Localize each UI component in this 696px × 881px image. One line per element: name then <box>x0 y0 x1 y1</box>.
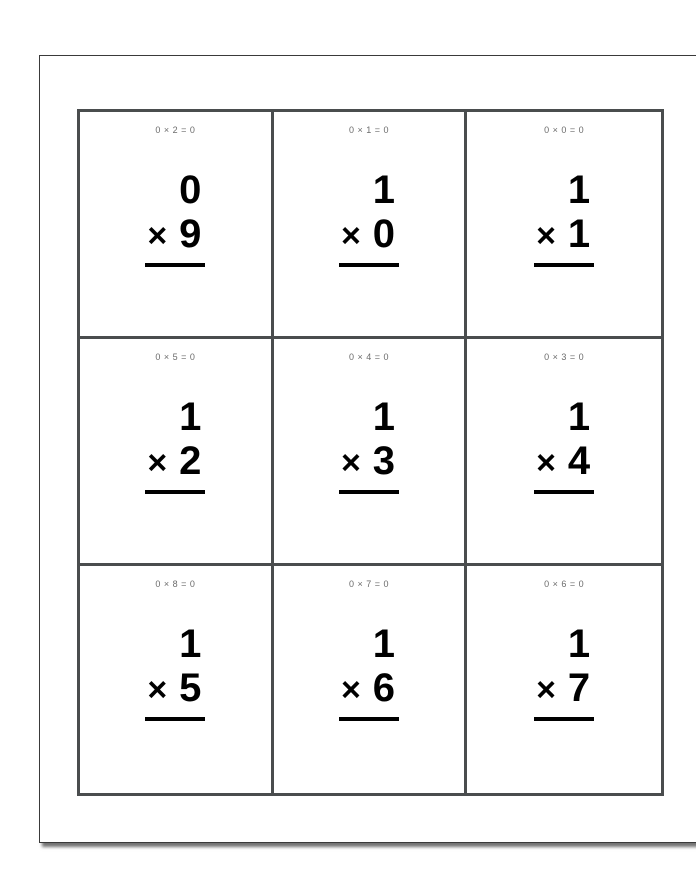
multiply-sign: × <box>340 444 361 482</box>
flashcard-answer: 0 × 2 = 0 <box>155 125 196 135</box>
flashcard <box>80 339 274 566</box>
flashcard-problem <box>145 168 205 267</box>
flashcard <box>467 339 661 566</box>
bottom-line <box>145 212 205 258</box>
flashcard-problem <box>145 622 205 721</box>
flashcard <box>80 566 274 793</box>
answer-line <box>145 717 205 721</box>
flashcard-problem <box>145 395 205 494</box>
answer-line <box>339 717 399 721</box>
bottom-line <box>145 439 205 485</box>
multiply-sign: × <box>147 444 168 482</box>
bottom-line <box>534 666 594 712</box>
multiply-sign: × <box>536 444 557 482</box>
multiply-sign: × <box>340 671 361 709</box>
bottom-number: 3 <box>372 439 395 483</box>
bottom-line <box>339 439 399 485</box>
top-number: 1 <box>567 395 591 439</box>
top-number: 0 <box>179 168 202 212</box>
flashcard <box>467 112 661 339</box>
flashcard-problem <box>339 622 399 721</box>
answer-line <box>534 490 594 494</box>
bottom-number: 4 <box>567 439 591 483</box>
flashcard-problem <box>339 168 399 267</box>
multiply-sign: × <box>536 217 557 255</box>
flashcard <box>467 566 661 793</box>
flashcard-answer: 0 × 1 = 0 <box>348 125 389 135</box>
flashcard-answer: 0 × 4 = 0 <box>348 352 389 362</box>
answer-line <box>145 263 205 267</box>
answer-line <box>145 490 205 494</box>
top-number: 1 <box>567 168 591 212</box>
flashcard-answer: 0 × 0 = 0 <box>544 125 585 135</box>
bottom-line <box>145 666 205 712</box>
flashcard-answer: 0 × 5 = 0 <box>155 352 196 362</box>
top-number: 1 <box>372 395 395 439</box>
multiply-sign: × <box>340 217 361 255</box>
multiply-sign: × <box>147 217 168 255</box>
bottom-line <box>339 212 399 258</box>
top-number: 1 <box>567 622 591 666</box>
flashcard-problem <box>534 395 594 494</box>
multiply-sign: × <box>536 671 557 709</box>
answer-line <box>534 263 594 267</box>
flashcard <box>274 112 468 339</box>
multiply-sign: × <box>147 671 168 709</box>
bottom-line <box>339 666 399 712</box>
bottom-number: 2 <box>179 439 202 483</box>
flashcard-problem <box>534 622 594 721</box>
flashcard <box>274 339 468 566</box>
bottom-number: 7 <box>567 666 591 710</box>
flashcard-answer: 0 × 8 = 0 <box>155 579 196 589</box>
bottom-number: 1 <box>567 212 591 256</box>
top-number: 1 <box>179 395 202 439</box>
flashcard-answer: 0 × 7 = 0 <box>348 579 389 589</box>
flashcard <box>274 566 468 793</box>
answer-line <box>534 717 594 721</box>
flashcard-answer: 0 × 6 = 0 <box>544 579 585 589</box>
bottom-number: 6 <box>372 666 395 710</box>
bottom-number: 5 <box>179 666 202 710</box>
bottom-line <box>534 212 594 258</box>
top-number: 1 <box>179 622 202 666</box>
flashcard-problem <box>534 168 594 267</box>
top-number: 1 <box>372 168 395 212</box>
flashcard <box>80 112 274 339</box>
answer-line <box>339 490 399 494</box>
flashcard-grid <box>77 109 664 796</box>
bottom-number: 0 <box>372 212 395 256</box>
top-number: 1 <box>372 622 395 666</box>
bottom-line <box>534 439 594 485</box>
flashcard-problem <box>339 395 399 494</box>
flashcard-answer: 0 × 3 = 0 <box>544 352 585 362</box>
bottom-number: 9 <box>179 212 202 256</box>
answer-line <box>339 263 399 267</box>
